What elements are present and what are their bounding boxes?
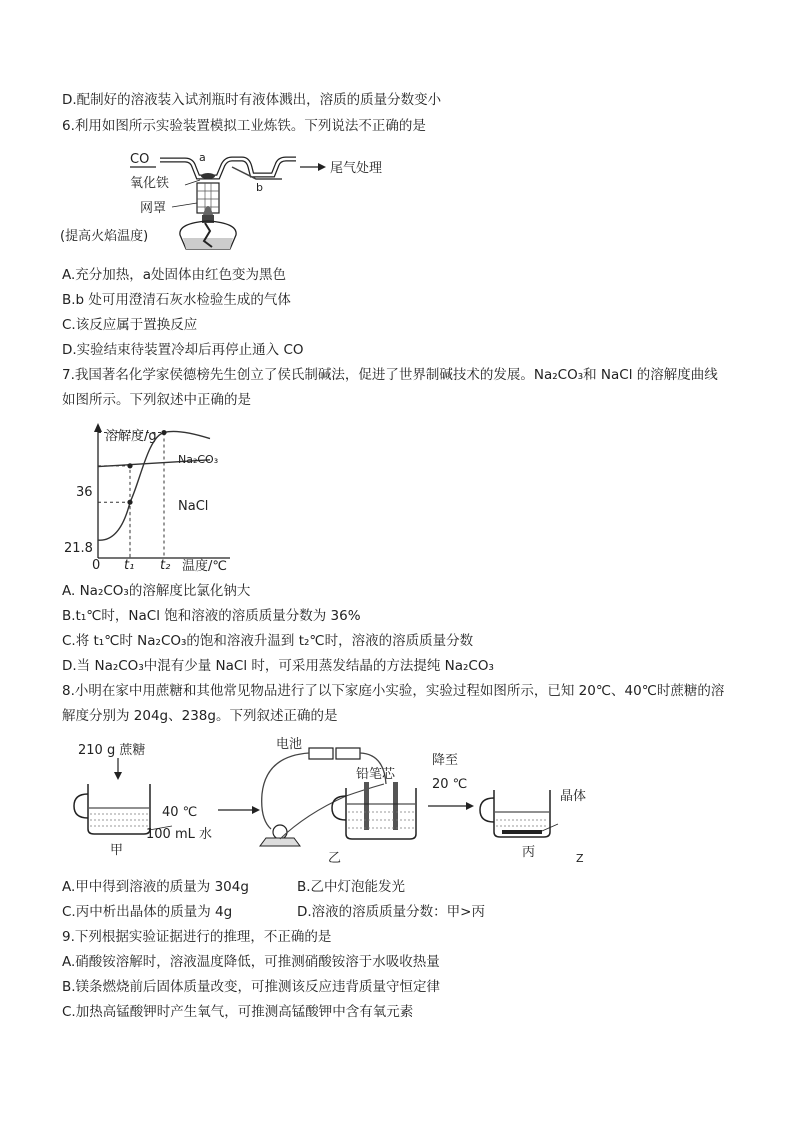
data-point-2: [161, 430, 166, 435]
temp-label: 40 ℃: [162, 805, 198, 820]
q8-experiment-figure: [66, 734, 626, 872]
label-a: a: [199, 151, 206, 164]
q7-option-a: A. Na₂CO₃的溶解度比氯化钠大: [62, 583, 251, 599]
crystals: [502, 830, 542, 834]
y-tick-36: 36: [76, 485, 93, 500]
q9-option-c: C.加热高锰酸钾时产生氧气，可推测高锰酸钾中含有氧元素: [62, 1004, 414, 1020]
battery-label: 电池: [276, 737, 303, 752]
q6-option-a: A.充分加热，a处固体由红色变为黑色: [62, 267, 287, 283]
y-axis-arrow: [94, 423, 102, 432]
series-label-na2co3: Na₂CO₃: [178, 453, 219, 466]
q9-option-a: A.硝酸铵溶解时，溶液温度降低，可推测硝酸铵溶于水吸收热量: [62, 954, 440, 970]
water-label: 100 mL 水: [146, 827, 212, 842]
q7-stem-line1: 7.我国著名化学家侯德榜先生创立了侯氏制碱法，促进了世界制碱技术的发展。Na₂CO₃和 NaCl 的溶解度曲线: [62, 367, 718, 383]
q7-option-b: B.t₁℃时，NaCl 饱和溶液的溶质质量分数为 36%: [62, 608, 361, 624]
cup-jia: [88, 784, 150, 834]
pencil-lead-1: [364, 782, 369, 830]
q7-option-d: D.当 Na₂CO₃中混有少量 NaCl 时，可采用蒸发结晶的方法提纯 Na₂CO₃: [62, 658, 494, 674]
exhaust-arrow: [318, 163, 326, 171]
label-z: Z: [576, 852, 584, 865]
q9-option-b: B.镁条燃烧前后固体质量改变，可推测该反应违背质量守恒定律: [62, 979, 441, 995]
crystal-label: 晶体: [560, 789, 587, 804]
x-tick-t2: t₂: [160, 558, 171, 573]
bulb-base: [260, 838, 300, 846]
q8-option-a: A.甲中得到溶液的质量为 304g: [62, 879, 249, 895]
label-bing: 丙: [522, 845, 536, 860]
cool-label: 降至: [432, 753, 459, 768]
q7-option-c: C.将 t₁℃时 Na₂CO₃的饱和溶液升温到 t₂℃时，溶液的溶质质量分数: [62, 633, 474, 649]
q6-apparatus-figure: [60, 143, 390, 258]
cup-bing: [494, 790, 550, 837]
cup-yi: [346, 788, 416, 839]
data-point-0: [127, 500, 132, 505]
battery-2: [336, 748, 360, 759]
wire-left: [262, 753, 309, 829]
x-tick-t1: t₁: [124, 558, 135, 573]
exhaust-label: 尾气处理: [330, 161, 383, 176]
pencil-lead-2: [393, 782, 398, 830]
iron-oxide-label: 氧化铁: [130, 176, 170, 191]
flame-note: (提高火焰温度): [60, 229, 149, 244]
label-yi: 乙: [328, 851, 342, 866]
bulb: [273, 825, 287, 839]
q6-option-b: B.b 处可用澄清石灰水检验生成的气体: [62, 292, 291, 308]
q8-option-d: D.溶液的溶质质量分数：甲>丙: [297, 904, 485, 920]
process-arrow-1: [252, 806, 260, 814]
data-point-1: [127, 463, 132, 468]
q9-stem: 9.下列根据实验证据进行的推理，不正确的是: [62, 929, 332, 945]
y-axis-label: 溶解度/g: [105, 429, 157, 444]
cool-temp-label: 20 ℃: [432, 777, 468, 792]
label-jia: 甲: [110, 843, 124, 858]
label-b: b: [256, 181, 263, 194]
q6-stem: 6.利用如图所示实验装置模拟工业炼铁。下列说法不正确的是: [62, 118, 426, 134]
series-label-nacl: NaCl: [178, 499, 209, 514]
guide-line-0: [98, 502, 130, 558]
pencil-label: 铅笔芯: [356, 767, 396, 782]
x-axis-label: 温度/℃: [182, 559, 227, 574]
q8-option-b: B.乙中灯泡能发光: [297, 879, 406, 895]
q6-option-c: C.该反应属于置换反应: [62, 317, 198, 333]
battery-1: [309, 748, 333, 759]
guide-line-1: [98, 466, 130, 558]
co-label: CO: [130, 152, 150, 167]
process-arrow-2: [466, 802, 474, 810]
x-tick-0: 0: [92, 558, 101, 573]
mesh-label: 网罩: [140, 201, 167, 216]
q8-option-c: C.丙中析出晶体的质量为 4g: [62, 904, 233, 920]
iron-oxide-sample: [201, 173, 215, 179]
q6-option-d: D.实验结束待装置冷却后再停止通入 CO: [62, 342, 304, 358]
na2co3-curve: [98, 431, 210, 540]
sugar-label: 210 g 蔗糖: [78, 743, 146, 758]
q5-option-d: D.配制好的溶液装入试剂瓶时有液体溅出，溶质的质量分数变小: [62, 92, 442, 108]
y-tick-21-8: 21.8: [64, 541, 93, 556]
q8-stem-line1: 8.小明在家中用蔗糖和其他常见物品进行了以下家庭小实验，实验过程如图所示，已知 20℃、40℃时蔗糖的溶: [62, 683, 725, 699]
q7-stem-line2: 如图所示。下列叙述中正确的是: [62, 392, 251, 408]
solubility-chart: [60, 420, 250, 575]
q8-stem-line2: 解度分别为 204g、238g。下列叙述正确的是: [62, 708, 338, 724]
